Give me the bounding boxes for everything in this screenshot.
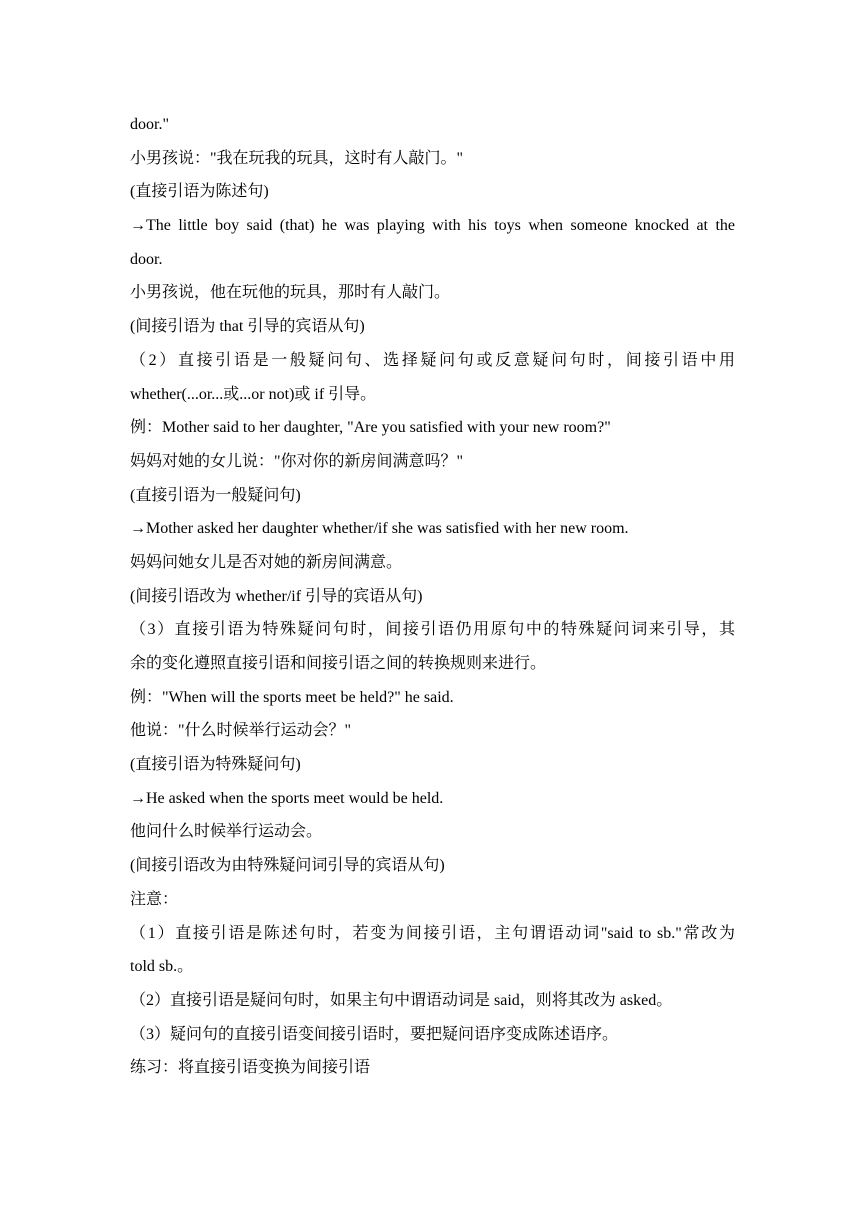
text-line: 妈妈对她的女儿说："你对你的新房间满意吗？" [130, 452, 464, 470]
text-line: 例：Mother said to her daughter, "Are you satisfied with your new room?" [130, 419, 611, 437]
text-line: 余的变化遵照直接引语和间接引语之间的转换规则来进行。 [130, 655, 547, 672]
text-line: 妈妈问她女儿是否对她的新房间满意。 [130, 553, 403, 571]
text-line: (间接引语为 that 引导的宾语从句) [130, 318, 365, 336]
text-line: （2）直接引语是疑问句时，如果主句中谓语动词是 said，则将其改为 asked。 [130, 991, 673, 1009]
text-line: whether(...or...或...or not)或 if 引导。 [130, 385, 377, 403]
text-line: told sb.。 [130, 958, 194, 976]
text-line: (直接引语为陈述句) [130, 183, 269, 201]
text-line: door. [130, 250, 163, 268]
document-body [130, 108, 735, 1085]
text-line: 他说："什么时候举行运动会？" [130, 722, 352, 740]
text-line: 例："When will the sports meet be held?" he said. [130, 688, 454, 706]
text-line: →He asked when the sports meet would be held. [130, 789, 444, 807]
text-line: 注意： [130, 890, 179, 908]
text-line: door." [130, 116, 169, 133]
text-line: 练习：将直接引语变换为间接引语 [130, 1059, 371, 1077]
text-line: 他问什么时候举行运动会。 [130, 823, 323, 841]
text-line: (直接引语为特殊疑问句) [130, 756, 301, 774]
text-line: (直接引语为一般疑问句) [130, 486, 301, 504]
text-line: →Mother asked her daughter whether/if she was satisfied with her new room. [130, 520, 629, 538]
text-line: →The little boy said (that) he was playing with his toys when someone knocked at the [130, 217, 735, 235]
text-line: 小男孩说，他在玩他的玩具，那时有人敲门。 [130, 284, 451, 302]
text-line: （3）直接引语为特殊疑问句时，间接引语仍用原句中的特殊疑问词来引导，其 [130, 621, 735, 639]
text-line: （1）直接引语是陈述句时，若变为间接引语，主句谓语动词"said to sb."常改为 [130, 924, 735, 942]
text-line: （3）疑问句的直接引语变间接引语时，要把疑问语序变成陈述语序。 [130, 1025, 619, 1043]
text-line: (间接引语改为由特殊疑问词引导的宾语从句) [130, 857, 445, 875]
text-line: 小男孩说："我在玩我的玩具，这时有人敲门。" [130, 149, 464, 167]
text-line: (间接引语改为 whether/if 引导的宾语从句) [130, 587, 423, 605]
text-line: （2）直接引语是一般疑问句、选择疑问句或反意疑问句时，间接引语中用 [130, 351, 735, 369]
